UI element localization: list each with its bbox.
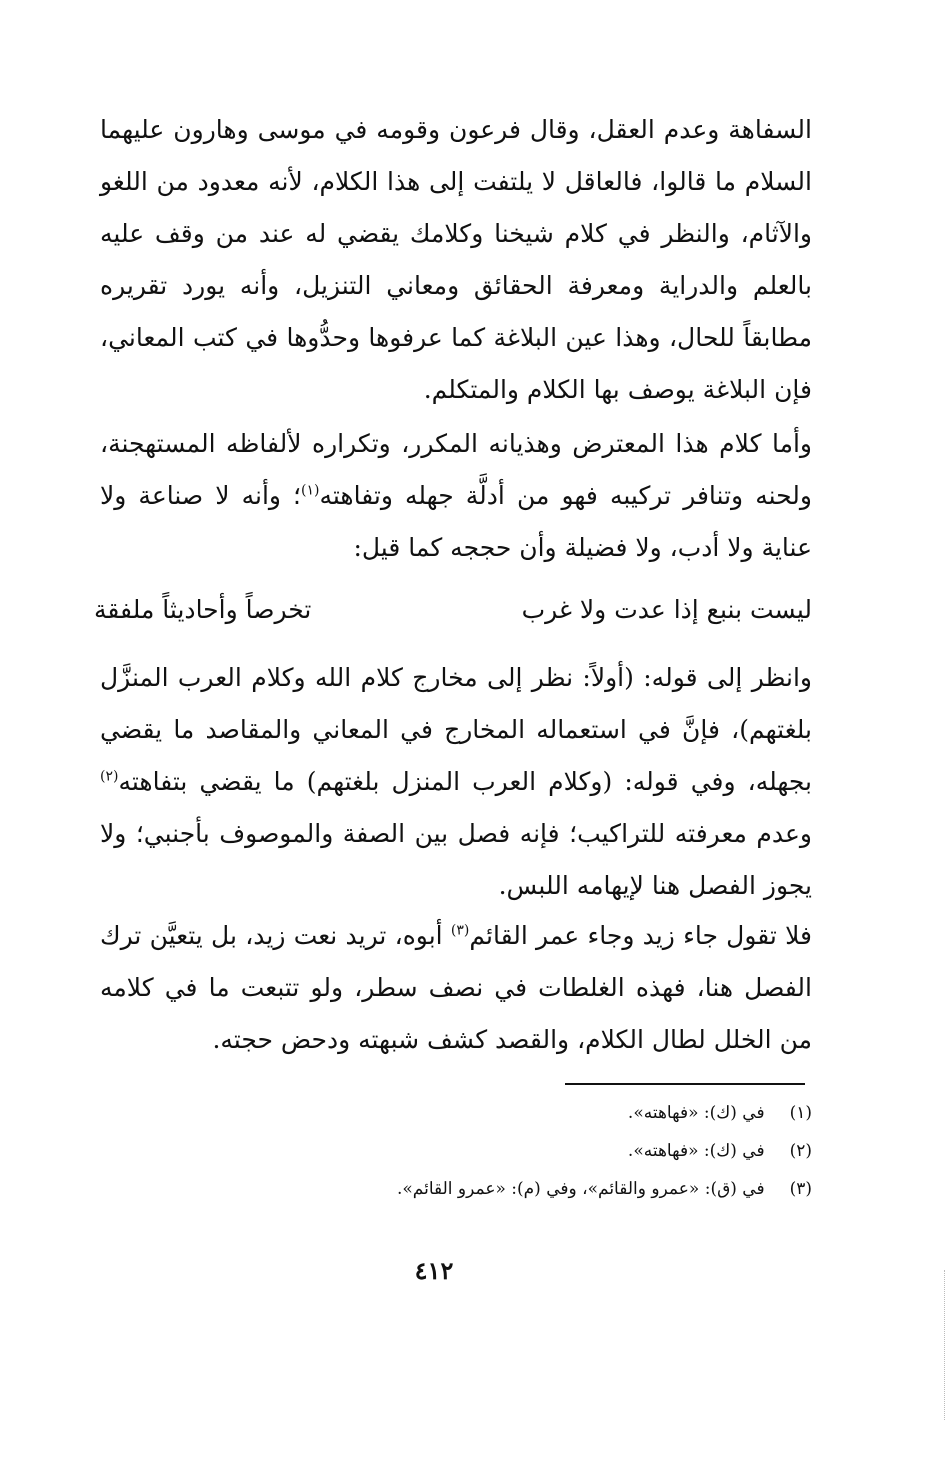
footnote-2-number: (٢) [789, 1141, 812, 1161]
paragraph-4 [100, 910, 812, 1066]
footnote-1-number: (١) [789, 1103, 812, 1123]
footnote-1 [100, 1094, 812, 1132]
verse-second-hemistich: تخرصاً وأحاديثاً ملفقة [94, 595, 312, 624]
paragraph-1-text: السفاهة وعدم العقل، وقال فرعون وقومه في موسى وهارون عليهما السلام ما قالوا، فالعاقل لا يلتفت إلى هذا الكلام، لأنه معدود من اللغو والآثام، والنظر في كلام شيخنا وكلامك يقضي له عند من وقف عليه بالعلم والدراية ومعرفة الحقائق ومعاني التنزيل، وأنه يورد تقريره مطابقاً للحال، وهذا عين البلاغة كما عرفوها وحدُّوها في كتب المعاني، فإن البلاغة يوصف بها الكلام والمتكلم. [100, 115, 812, 404]
paragraph-2-text-end: ؛ وأنه لا صناعة ولا عناية ولا أدب، ولا فضيلة وأن حججه كما قيل: [100, 481, 812, 562]
footnote-3 [100, 1170, 812, 1208]
page-number: ٤١٢ [414, 1256, 454, 1285]
footnote-3-number: (٣) [789, 1179, 812, 1199]
paragraph-2-text-start: وأما كلام هذا المعترض وهذيانه المكرر، وتكراره لألفاظه المستهجنة، ولحنه وتنافر تركيبه فهو من أدلَّة جهله وتفاهته [100, 429, 812, 510]
paragraph-4-text-start: فلا تقول جاء زيد وجاء عمر القائم [469, 921, 812, 950]
poetry-verse [94, 584, 812, 636]
footnote-2 [100, 1132, 812, 1170]
footnote-ref-1[interactable]: (١) [301, 482, 320, 499]
footnote-separator [565, 1083, 805, 1085]
paragraph-3 [100, 652, 812, 912]
paragraph-2 [100, 418, 812, 574]
paragraph-3-text-start: وانظر إلى قوله: (أولاً: نظر إلى مخارج كلام الله وكلام العرب المنزَّل بلغتهم)، فإنَّ في استعماله المخارج في المعاني والمقاصد ما يقضي بجهله، وفي قوله: (وكلام العرب المنزل بلغتهم) ما يقضي بتفاهته [100, 663, 812, 796]
footnote-2-text: في (ك): «فهاهته». [627, 1141, 765, 1161]
footnote-ref-2[interactable]: (٢) [100, 768, 119, 785]
paragraph-1 [100, 104, 812, 416]
footnotes [100, 1094, 812, 1208]
scan-edge-mark [944, 1270, 946, 1420]
footnote-ref-3[interactable]: (٣) [450, 922, 470, 939]
verse-first-hemistich: ليست بنبع إذا عدت ولا غرب [521, 595, 812, 624]
paragraph-3-text-end: وعدم معرفته للتراكيب؛ فإنه فصل بين الصفة والموصوف بأجنبي؛ ولا يجوز الفصل هنا لإيهامه اللبس. [100, 819, 812, 900]
footnote-3-text: في (ق): «عمرو والقائم»، وفي (م): «عمرو القائم». [396, 1179, 765, 1199]
footnote-1-text: في (ك): «فهاهته». [627, 1103, 765, 1123]
paragraph-4-text-end: أبوه، تريد نعت زيد، بل يتعيَّن ترك الفصل هنا، فهذه الغلطات في نصف سطر، ولو تتبعت ما في كلامه من الخلل لطال الكلام، والقصد كشف شبهته ودحض حجته. [100, 921, 812, 1054]
